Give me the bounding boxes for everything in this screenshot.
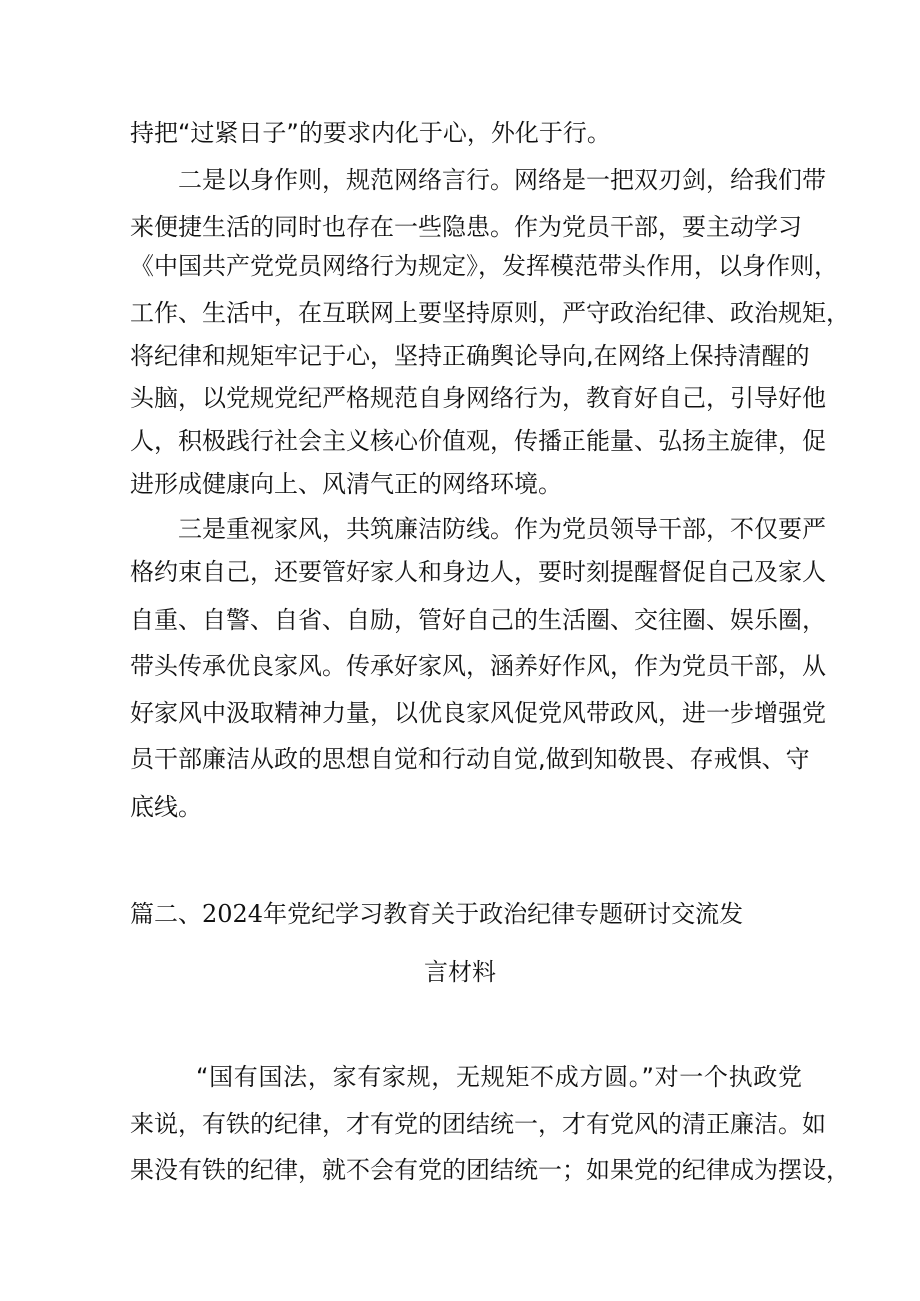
text-line: 人，积极践行社会主义核心价值观，传播正能量、弘扬主旋律，促: [130, 427, 826, 455]
text-line: 二是以身作则，规范网络言行。网络是一把双刃剑，给我们带: [178, 166, 826, 194]
text-line: 带头传承优良家风。传承好家风，涵养好作风，作为党员干部，从: [130, 652, 826, 680]
text-line: 格约束自己，还要管好家人和身边人，要时刻提醒督促自己及家人: [130, 558, 826, 586]
text-line: “国有国法，家有家规，无规矩不成方圆。”对一个执政党: [196, 1063, 802, 1091]
text-line: 持把“过紧日子”的要求内化于心，外化于行。: [130, 119, 611, 147]
text-line: 来便捷生活的同时也存在一些隐患。作为党员干部，要主动学习: [130, 213, 802, 241]
text-line: 底线。: [130, 793, 202, 821]
heading-line-2: 言材料: [424, 958, 496, 986]
text-line: 自重、自警、自省、自励，管好自己的生活圈、交往圈、娱乐圈，: [130, 606, 826, 634]
text-line: 将纪律和规矩牢记于心，坚持正确舆论导向,在网络上保持清醒的: [130, 342, 810, 370]
text-line: 好家风中汲取精神力量，以优良家风促党风带政风，进一步增强党: [130, 699, 826, 727]
text-line: 来说，有铁的纪律，才有党的团结统一，才有党风的清正廉洁。如: [130, 1110, 826, 1138]
text-line: 头脑，以党规党纪严格规范自身网络行为，教育好自己，引导好他: [130, 384, 826, 412]
text-line: 进形成健康向上、风清气正的网络环境。: [130, 470, 562, 498]
text-line: 《中国共产党党员网络行为规定》，发挥模范带头作用，以身作则，: [130, 252, 838, 280]
heading-line-1: 篇二、2024年党纪学习教育关于政治纪律专题研讨交流发: [130, 900, 744, 928]
text-line: 员干部廉洁从政的思想自觉和行动自觉,做到知敬畏、存戒惧、守: [130, 745, 810, 773]
text-line: 三是重视家风，共筑廉洁防线。作为党员领导干部，不仅要严: [178, 515, 826, 543]
text-line: 果没有铁的纪律，就不会有党的团结统一；如果党的纪律成为摆设，: [130, 1156, 850, 1184]
text-line: 工作、生活中，在互联网上要坚持原则，严守政治纪律、政治规矩，: [130, 299, 850, 327]
